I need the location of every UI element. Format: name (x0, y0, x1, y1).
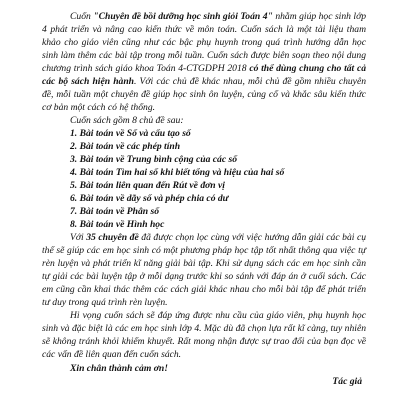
method-paragraph: Với 35 chuyên đề đã được chọn lọc cùng với việc hướng dẫn giải các bài cụ thể sẽ giúp các em học sinh có một phương pháp học tập tốt nhất thông qua việc tự rèn luyện và phát triển kĩ năng giải bài tập. Khi sử dụng sách các em học sinh cần tự giải các bài luyện tập ở mỗi dạng trước khi so sánh với đáp án ở cuối sách. Các em cũng cần khai thác thêm các cách giải khác nhau cho mỗi bài tập để phát triển tư duy trong quá trình rèn luyện. (42, 232, 367, 308)
preface-page (42, 10, 366, 388)
intro-paragraph: Cuốn "Chuyên đề bồi dưỡng học sinh giỏi Toán 4" nhằm giúp học sinh lớp 4 phát triển và nâng cao kiến thức về môn toán. Cuốn sách là một tài liệu tham khảo cho giáo viên cũng như các bậc phụ huynh trong quá trình hướng dẫn học sinh làm thêm các bài tập trong mỗi tuần. Cuốn sách được biên soạn theo nội dung chương trình sách giáo khoa Toán 4-CTGDPH 2018 có thể dùng chung cho tất cả các bộ sách hiện hành. Với các chủ đề khác nhau, mỗi chủ đề gồm nhiều chuyên đề, mỗi tuần một chuyên đề giúp học sinh ôn luyện, củng cố và khắc sâu kiến thức cơ bản một cách có hệ thống. (42, 11, 366, 113)
thanks-line: Xin chân thành cảm ơn! (70, 363, 168, 374)
author-signature: Tác giả (332, 376, 362, 387)
list-item: 2. Bài toán về các phép tính (70, 141, 181, 152)
topic-list-intro: Cuốn sách gồm 8 chủ đề sau: (70, 115, 184, 126)
list-item: 6. Bài toán về dãy số và phép chia có dư (70, 193, 229, 204)
list-item: 8. Bài toán về Hình học (70, 219, 165, 230)
topic-list (42, 127, 366, 231)
compatibility-note: có thể dùng chung cho tất cả các bộ sách hiện hành (42, 63, 366, 87)
list-item: 4. Bài toán Tìm hai số khi biết tổng và hiệu của hai số (70, 167, 285, 178)
list-item: 3. Bài toán về Trung bình cộng của các số (70, 154, 238, 165)
list-item: 5. Bài toán liên quan đến Rút về đơn vị (70, 180, 225, 191)
closing-paragraph: Hi vọng cuốn sách sẽ đáp ứng được nhu cầu của giáo viên, phụ huynh học sinh và đặc biệt là các em học sinh lớp 4. Mặc dù đã chọn lựa rất kĩ càng, tuy nhiên sẽ không tránh khỏi khiếm khuyết. Rất mong nhận được sự trao đổi của bạn đọc về các vấn đề liên quan đến cuốn sách. (42, 310, 366, 360)
list-item: 7. Bài toán về Phân số (70, 206, 160, 217)
book-title: "Chuyên đề bồi dưỡng học sinh giỏi Toán 4" (93, 11, 273, 22)
topic-count: 35 chuyên đề (86, 232, 139, 243)
list-item: 1. Bài toán về Số và cấu tạo số (70, 128, 191, 139)
